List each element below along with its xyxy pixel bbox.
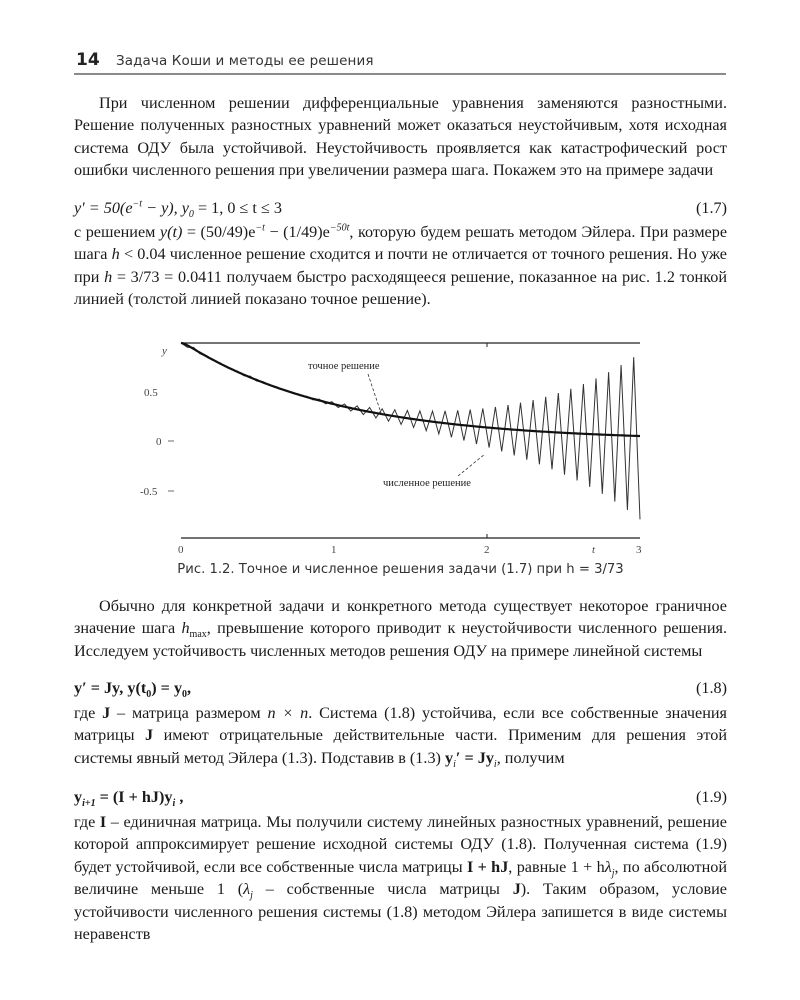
- paragraph-text: где J – матрица размером n × n. Система (1.8) устойчива, если все собственные значения матрицы J имеют отрицательные действительные части. Применим для решения этой системы явный метод Эйлера (1.3). Подставив в (1.3) $y_i' = Jy_i$, получим: [74, 704, 727, 771]
- paragraph-text: с решением $y(t) = (50/49)e^{-t} - (1/49)e^{-50t}$, которую будем решать методом Эйлера. При размере шага h < 0.04 численное решение сходится и почти не отличается от точного решения. Но уже при h = 3/73 = 0.0411 получаем быстро расходящееся решение, показанное на рис. 1.2 тонкой линией (толстой линией показано точное решение).: [74, 222, 728, 309]
- y-tick-label: 0: [156, 436, 162, 448]
- exact-solution-label: точное решение: [308, 361, 380, 372]
- x-tick-label: 2: [484, 544, 490, 556]
- x-tick-label: 1: [331, 544, 337, 556]
- solution-chart: [140, 336, 660, 558]
- page-number: 14: [76, 50, 100, 70]
- paragraph-2: [74, 221, 727, 311]
- equation-number: (1.7): [695, 199, 727, 217]
- y-tick-label: 0.5: [144, 387, 158, 399]
- numeric-solution-line: [181, 343, 640, 519]
- equation-1-7: [74, 197, 727, 219]
- figure-1-2: [140, 336, 660, 558]
- equation-body: y′ = Jy, $y(t_0) = y_0$,: [74, 679, 192, 701]
- equation-body: $y' = 50(e^{-t} - y)$, $y_0 = 1$, 0 ≤ t ≤ 3: [74, 198, 282, 221]
- figure-caption: Рис. 1.2. Точное и численное решения задачи (1.7) при h = 3/73: [177, 562, 624, 577]
- y-tick-label: -0.5: [140, 486, 158, 498]
- equation-number: (1.8): [695, 679, 727, 697]
- paragraph-3: [74, 595, 727, 662]
- paragraph-text: Обычно для конкретной задачи и конкретного метода существует некоторое граничное значение шага $h_{max}$, превышение которого приводит к неустойчивости численного решения. Исследуем устойчивость численных методов решения ОДУ на примере линейной системы: [74, 597, 727, 660]
- paragraph-text: где I – единичная матрица. Мы получили систему линейных разностных уравнений, решение которой аппроксимирует решение исходной системы ОДУ (1.8). Полученная система (1.9) будет устойчивой, если все собственные числа матрицы I + hJ, равные $1 + h\lambda_j$, по абсолютной величине меньше 1 ($\lambda_j$ – собственные числа матрицы J). Таким образом, условие устойчивости численного решения системы (1.8) методом Эйлера запишется в виде системы неравенств: [74, 813, 727, 944]
- y-axis-label: y: [162, 345, 167, 357]
- running-head: [74, 48, 726, 74]
- paragraph-1: [74, 92, 727, 182]
- paragraph-4: [74, 702, 727, 769]
- chart-series: [181, 343, 640, 519]
- equation-number: (1.9): [695, 788, 727, 806]
- paragraph-5: [74, 811, 727, 945]
- chapter-title: Задача Коши и методы ее решения: [116, 53, 374, 69]
- x-axis-label: t: [592, 544, 596, 556]
- x-tick-label: 3: [636, 544, 642, 556]
- equation-body: $y_{i+1} = (I + hJ)y_i$ ,: [74, 788, 184, 810]
- equation-1-9: [74, 786, 727, 808]
- numeric-solution-label: численное решение: [383, 478, 471, 489]
- header-rule: [74, 73, 726, 75]
- x-tick-label: 0: [178, 544, 184, 556]
- paragraph-text: При численном решении дифференциальные уравнения заменяются разностными. Решение полученных разностных уравнений может оказаться неустойчивым, хотя исходная система ОДУ была устойчивой. Неустойчивость проявляется как катастрофический рост ошибки численного решения при увеличении размера шага. Покажем это на примере задачи: [74, 94, 727, 180]
- equation-1-8: [74, 677, 727, 699]
